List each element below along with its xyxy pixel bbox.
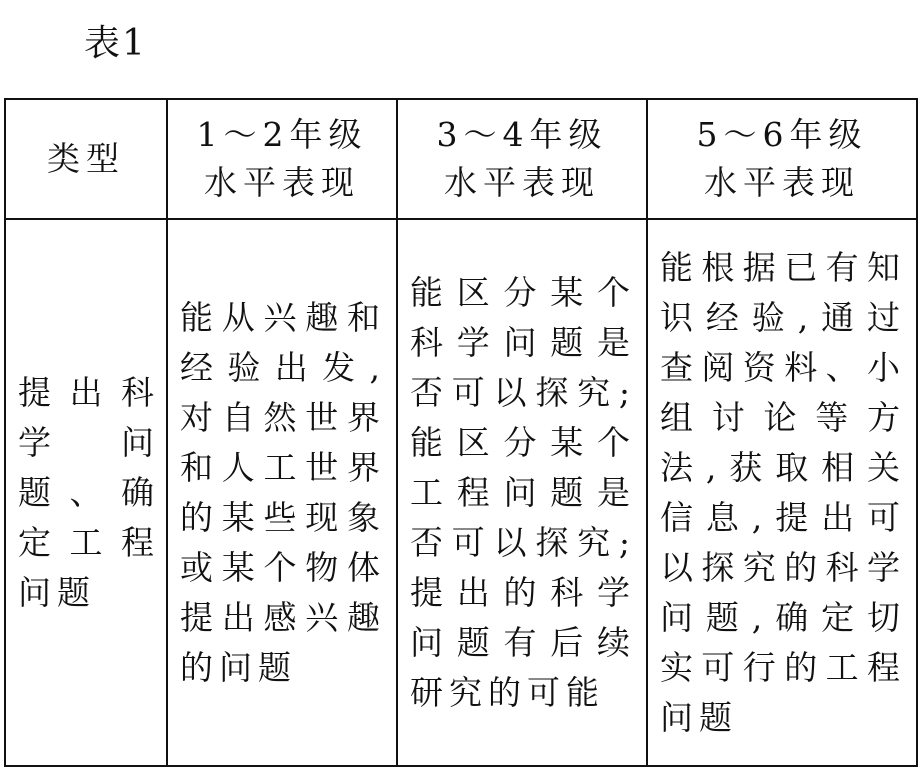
- cell-grade-1-2: 能从兴趣和经验出发,对自然世界和人工世界的某些现象或某个物体提出感兴趣的问题: [167, 219, 397, 766]
- header-grade-5-6: [647, 99, 917, 219]
- header-grade-3-4: [397, 99, 647, 219]
- header-type: [5, 99, 167, 219]
- header-grade-5-6-line2: 水平表现: [704, 163, 860, 202]
- header-grade-1-2-line1: 1～2年级: [196, 115, 368, 154]
- header-type-label: 类型: [47, 139, 125, 178]
- table-caption: 表1: [84, 23, 147, 64]
- cell-grade-3-4: 能区分某个科学问题是否可以探究;能区分某个工程问题是否可以探究;提出的科学问题有后续研究的可能: [397, 219, 647, 766]
- cell-type: 提出科学问题、确定工程问题: [5, 219, 167, 766]
- table-header-row: [5, 99, 917, 219]
- cell-grade-5-6: 能根据已有知识经验,通过查阅资料、小组讨论等方法,获取相关信息,提出可以探究的科学问题,确定切实可行的工程问题: [647, 219, 917, 766]
- header-grade-1-2: [167, 99, 397, 219]
- header-grade-3-4-line1: 3～4年级: [436, 115, 608, 154]
- standards-table: [4, 98, 918, 767]
- table-row: [5, 219, 917, 766]
- header-grade-3-4-line2: 水平表现: [444, 163, 600, 202]
- header-grade-5-6-line1: 5～6年级: [696, 115, 868, 154]
- header-grade-1-2-line2: 水平表现: [204, 163, 360, 202]
